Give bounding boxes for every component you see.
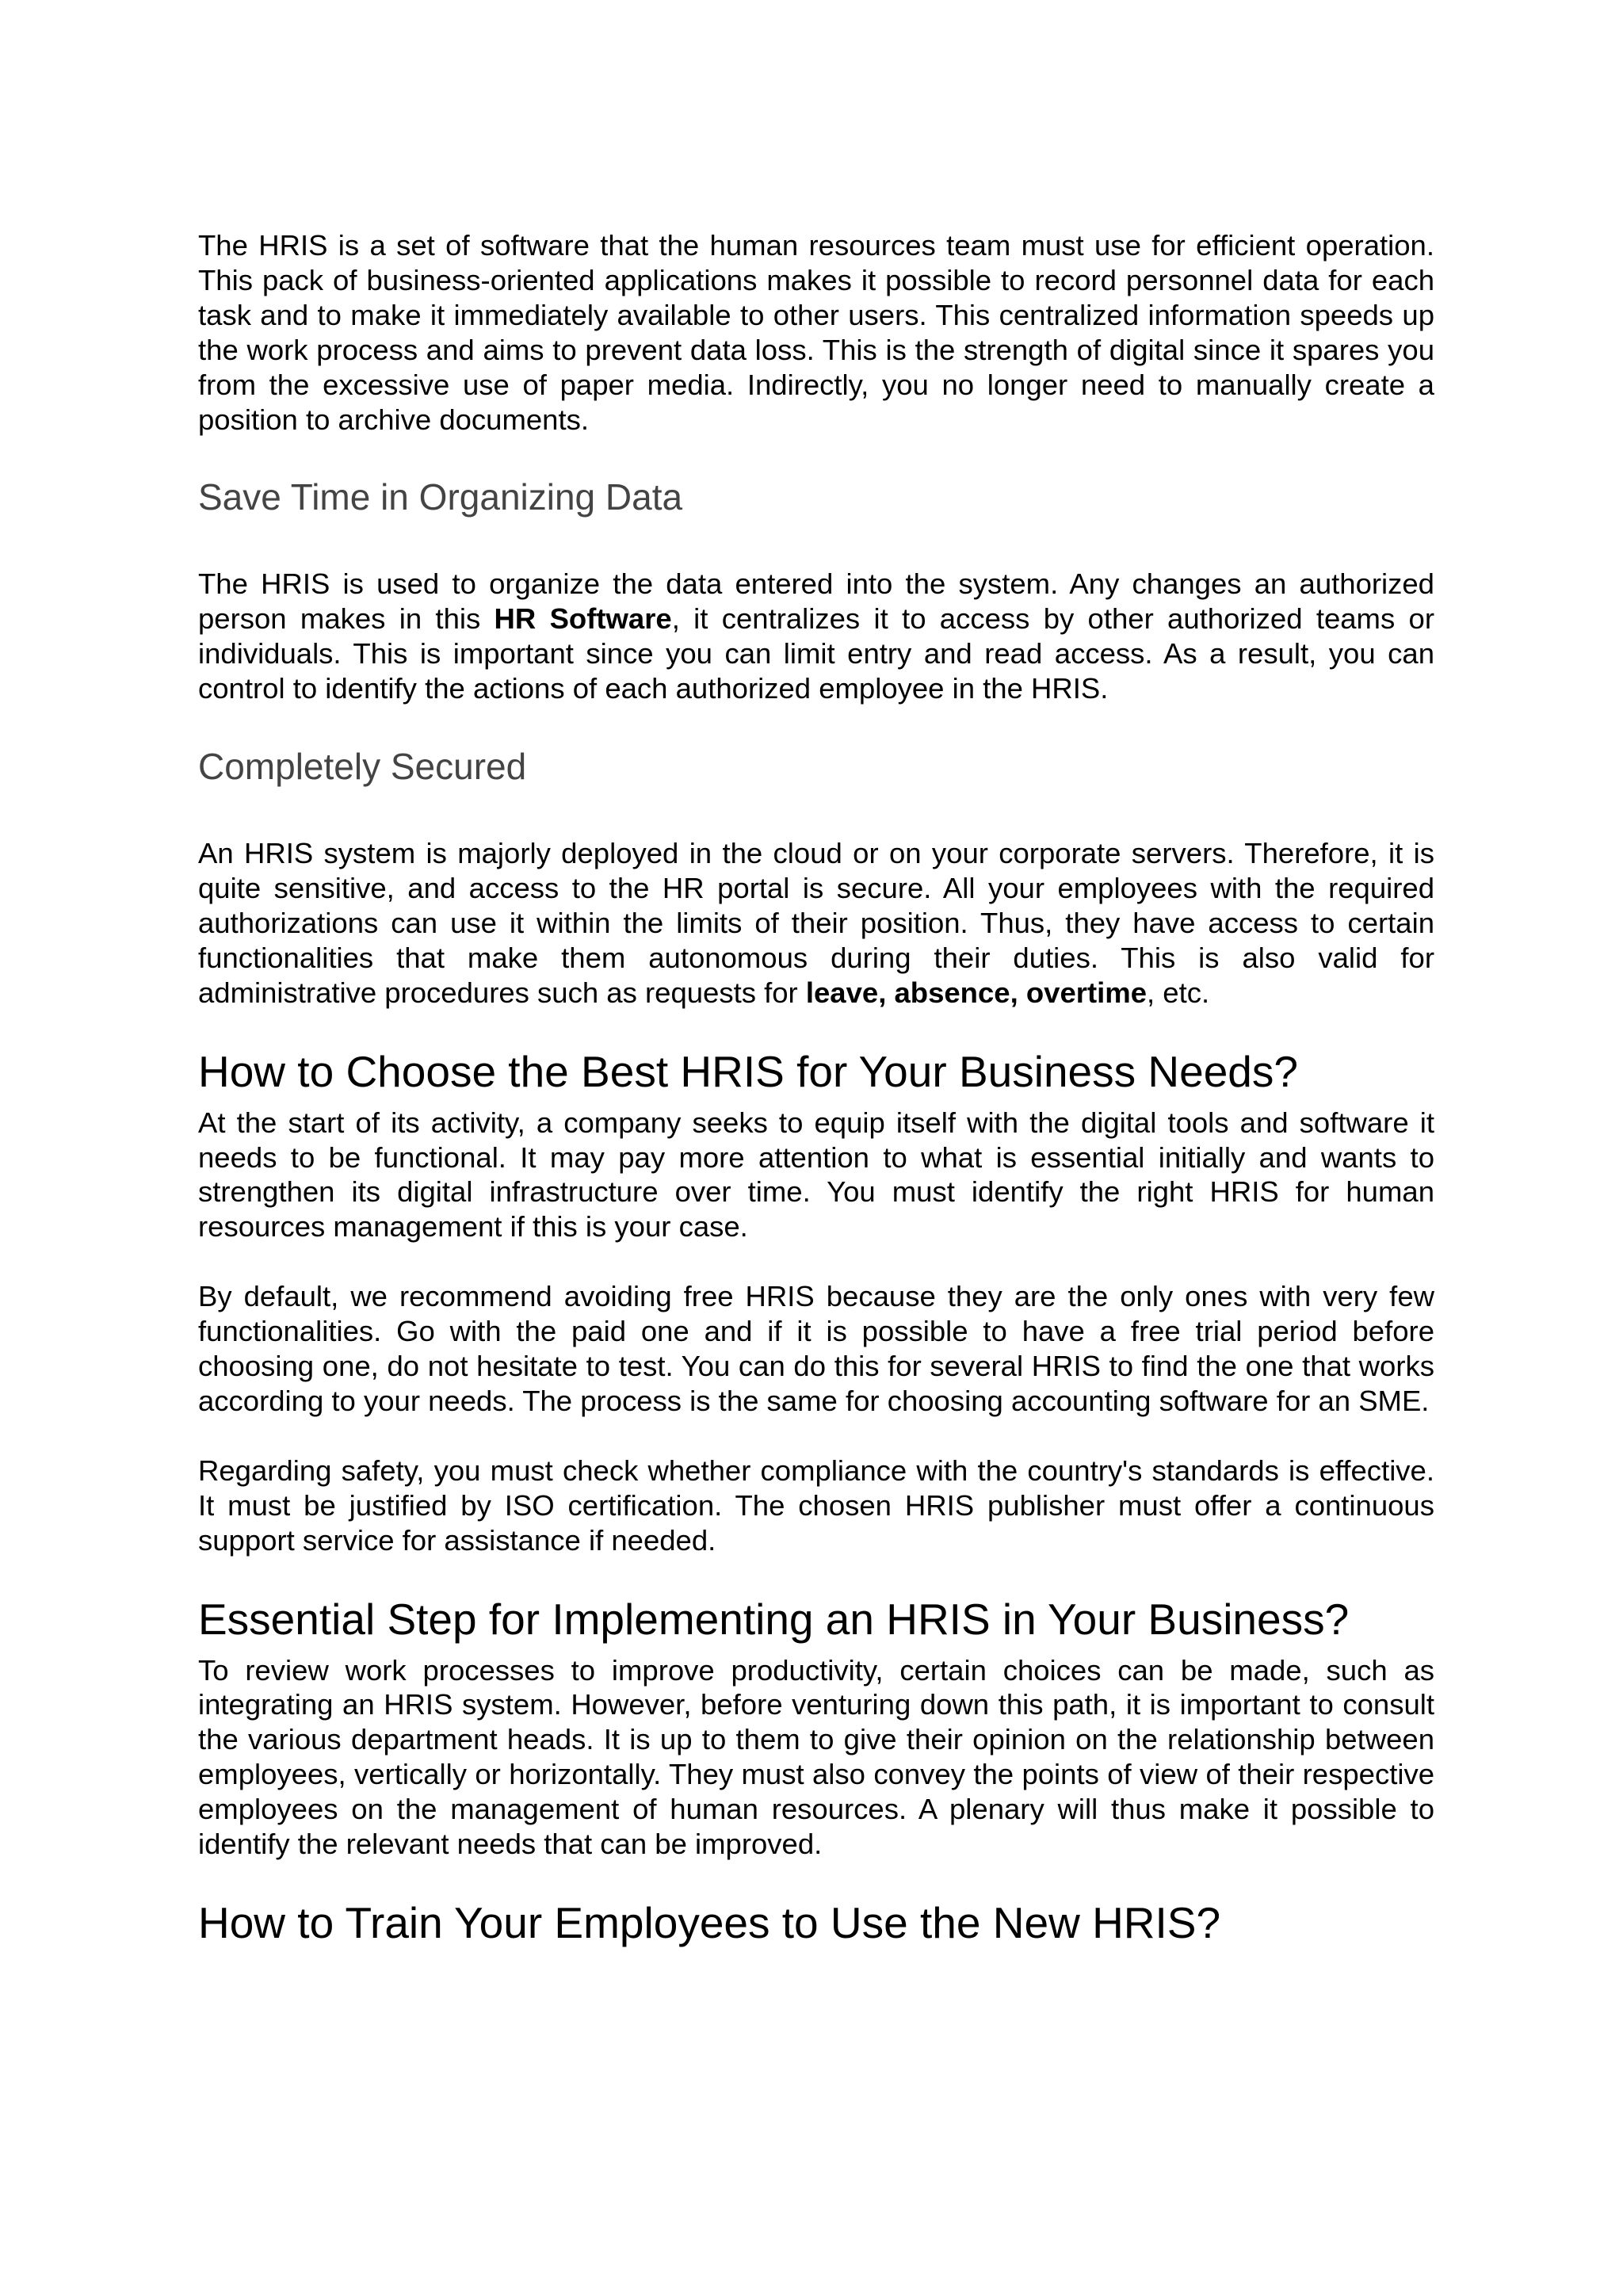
save-time-text-start: The HRIS is used to organize the data entered into the system. Any changes an authorized person makes in this xyxy=(198,567,1434,636)
secured-text-start: An HRIS system is majorly deployed in the cloud or on your corporate servers. Therefore, it is quite sensitive, and access to the HR portal is secure. All your employees with the required authorizations can use it within the limits of their position. Thus, they have access to certain functionalities that make them autonomous during their duties. This is also valid for administrative procedures such as requests for xyxy=(198,837,1434,1009)
implementing-hris-heading: Essential Step for Implementing an HRIS in Your Business? xyxy=(198,1594,1350,1644)
completely-secured-heading: Completely Secured xyxy=(198,746,527,788)
leave-absence-overtime-bold-text: leave, absence, overtime xyxy=(805,976,1147,1009)
save-time-text-end: , it centralizes it to access by other authorized teams or individuals. This is important since you can limit entry and read access. As a result, you can control to identify the actions of each authorized employee in the HRIS. xyxy=(198,602,1434,705)
hr-software-bold-text: HR Software xyxy=(494,602,672,636)
completely-secured-paragraph xyxy=(198,836,1434,1010)
secured-text-end: , etc. xyxy=(1147,976,1210,1009)
choose-best-hris-heading: How to Choose the Best HRIS for Your Business Needs? xyxy=(198,1046,1298,1096)
document-page xyxy=(198,228,1434,1949)
choose-paragraph-1: At the start of its activity, a company seeks to equip itself with the digital tools and software it needs to be functional. It may pay more attention to what is essential initially and wants to strengthen its digital infrastructure over time. You must identify the right HRIS for human resources management if this is your case. xyxy=(198,1106,1434,1244)
train-employees-heading: How to Train Your Employees to Use the New HRIS? xyxy=(198,1898,1221,1947)
save-time-heading: Save Time in Organizing Data xyxy=(198,476,683,518)
save-time-paragraph xyxy=(198,567,1434,706)
choose-paragraph-2: By default, we recommend avoiding free HRIS because they are the only ones with very few functionalities. Go with the paid one and if it is possible to have a free trial period before choosing one, do not hesitate to test. You can do this for several HRIS to find the one that works according to your needs. The process is the same for choosing accounting software for an SME. xyxy=(198,1280,1434,1417)
intro-paragraph: The HRIS is a set of software that the human resources team must use for efficient operation. This pack of business-oriented applications makes it possible to record personnel data for each task and to make it immediately available to other users. This centralized information speeds up the work process and aims to prevent data loss. This is the strength of digital since it spares you from the excessive use of paper media. Indirectly, you no longer need to manually create a position to archive documents. xyxy=(198,229,1434,436)
implementing-paragraph: To review work processes to improve productivity, certain choices can be made, such as integrating an HRIS system. However, before venturing down this path, it is important to consult the various department heads. It is up to them to give their opinion on the relationship between employees, vertically or horizontally. They must also convey the points of view of their respective employees on the management of human resources. A plenary will thus make it possible to identify the relevant needs that can be improved. xyxy=(198,1653,1434,1861)
choose-paragraph-3: Regarding safety, you must check whether compliance with the country's standards is effective. It must be justified by ISO certification. The chosen HRIS publisher must offer a continuous support service for assistance if needed. xyxy=(198,1454,1434,1557)
